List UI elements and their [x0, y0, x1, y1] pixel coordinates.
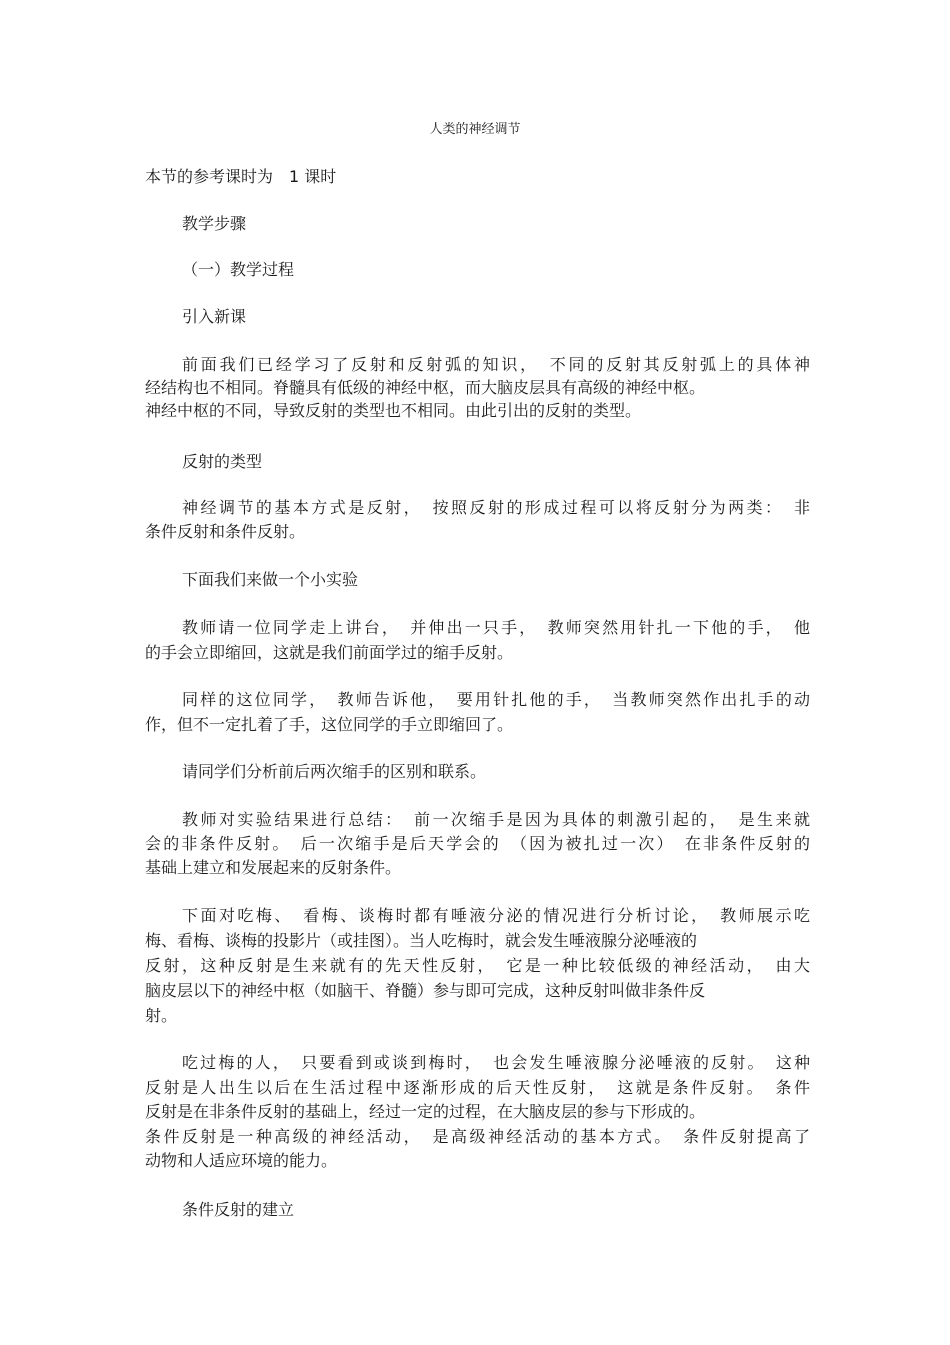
paragraph-line: 射。 [145, 1006, 178, 1025]
paragraph-line: 条件反射和条件反射。 [145, 522, 306, 541]
paragraph-line: 反射是人出生以后在生活过程中逐渐形成的后天性反射， 这就是条件反射。 条件 [145, 1078, 810, 1097]
paragraph-line: 基础上建立和发展起来的反射条件。 [145, 858, 402, 877]
paragraph-line: 神经中枢的不同，导致反射的类型也不相同。由此引出的反射的类型。 [145, 401, 642, 420]
paragraph-line: 脑皮层以下的神经中枢（如脑干、脊髓）参与即可完成，这种反射叫做非条件反 [145, 981, 706, 1000]
paragraph-line: 同样的这位同学， 教师告诉他， 要用针扎他的手， 当教师突然作出扎手的动 [182, 690, 810, 709]
paragraph-line: 前面我们已经学习了反射和反射弧的知识， 不同的反射其反射弧上的具体神 [182, 355, 810, 374]
paragraph-line: 吃过梅的人， 只要看到或谈到梅时， 也会发生唾液腺分泌唾液的反射。 这种 [182, 1053, 810, 1072]
paragraph-line: 本节的参考课时为 1 课时 [145, 167, 337, 186]
paragraph-line: 神经调节的基本方式是反射， 按照反射的形成过程可以将反射分为两类： 非 [182, 498, 810, 517]
paragraph-line: 作，但不一定扎着了手，这位同学的手立即缩回了。 [145, 715, 514, 734]
paragraph-line: 条件反射的建立 [182, 1200, 295, 1219]
paragraph-line: 教师对实验结果进行总结： 前一次缩手是因为具体的刺激引起的， 是生来就 [182, 810, 810, 829]
paragraph-line: 反射是在非条件反射的基础上，经过一定的过程，在大脑皮层的参与下形成的。 [145, 1102, 706, 1121]
paragraph-line: 反射的类型 [182, 452, 263, 471]
paragraph-line: 动物和人适应环境的能力。 [145, 1151, 338, 1170]
paragraph-line: 的手会立即缩回，这就是我们前面学过的缩手反射。 [145, 643, 514, 662]
paragraph-line: 教学步骤 [182, 214, 247, 233]
paragraph-line: 请同学们分析前后两次缩手的区别和联系。 [182, 762, 487, 781]
paragraph-line: 条件反射是一种高级的神经活动， 是高级神经活动的基本方式。 条件反射提高了 [145, 1127, 810, 1146]
document-title: 人类的神经调节 [429, 122, 521, 137]
paragraph-line: 反射，这种反射是生来就有的先天性反射， 它是一种比较低级的神经活动， 由大 [145, 956, 810, 975]
paragraph-line: 会的非条件反射。 后一次缩手是后天学会的 （因为被扎过一次） 在非条件反射的 [145, 834, 810, 853]
paragraph-line: 下面对吃梅、 看梅、谈梅时都有唾液分泌的情况进行分析讨论， 教师展示吃 [182, 906, 810, 925]
paragraph-line: （一）教学过程 [182, 260, 295, 279]
paragraph-line: 经结构也不相同。脊髓具有低级的神经中枢，而大脑皮层具有高级的神经中枢。 [145, 378, 706, 397]
paragraph-line: 梅、看梅、谈梅的投影片（或挂图）。当人吃梅时，就会发生唾液腺分泌唾液的 [145, 931, 698, 950]
paragraph-line: 引入新课 [182, 307, 247, 326]
paragraph-line: 教师请一位同学走上讲台， 并伸出一只手， 教师突然用针扎一下他的手， 他 [182, 618, 810, 637]
paragraph-line: 下面我们来做一个小实验 [182, 570, 359, 589]
